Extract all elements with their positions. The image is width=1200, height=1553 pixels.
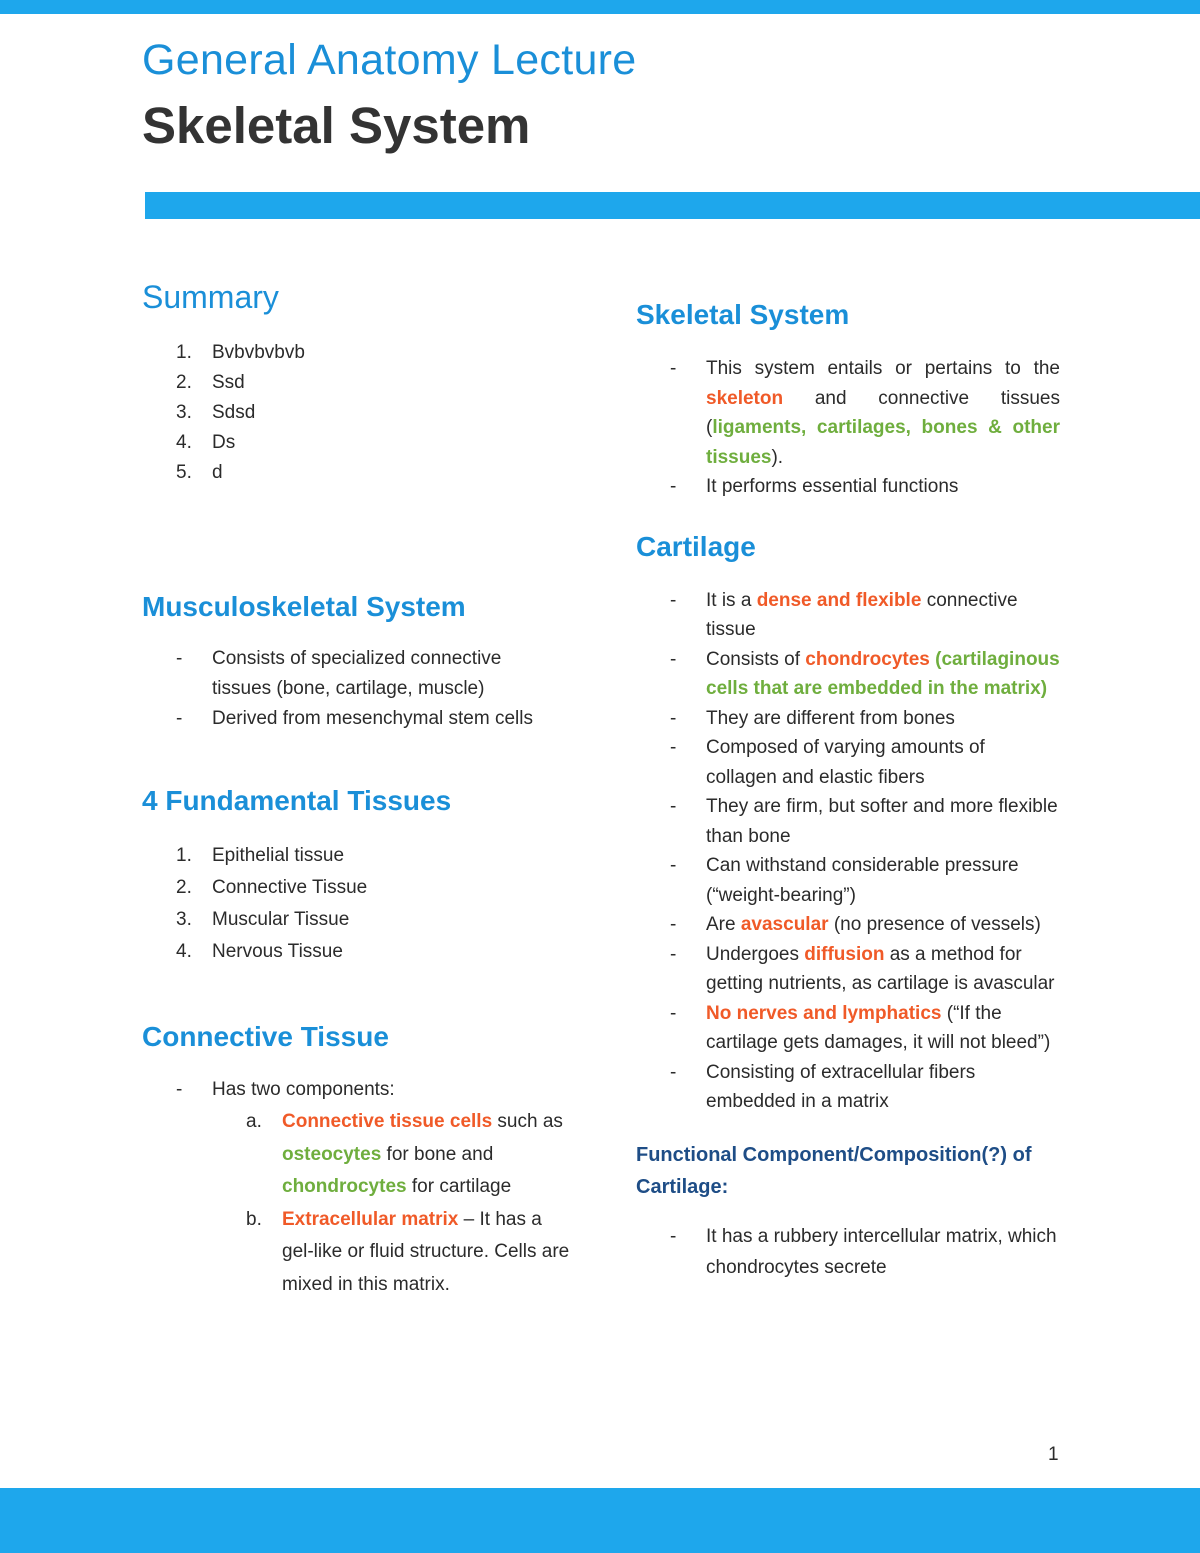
left-column: [142, 278, 572, 1301]
list-marker: -: [670, 943, 677, 965]
page-number: 1: [1048, 1444, 1059, 1465]
list-marker: -: [670, 796, 677, 817]
list-item: [142, 904, 572, 936]
list-marker: -: [176, 648, 183, 669]
highlight-term: No nerves and lymphatics: [706, 1002, 942, 1024]
body-text: It is a: [706, 589, 757, 611]
list-item-text: Consisting of extracellular fibers embedded in a matrix: [706, 1061, 976, 1112]
list-marker: -: [670, 358, 677, 379]
list-item: [636, 851, 1060, 910]
musculoskeletal-section: [142, 590, 572, 734]
cartilage-section: [636, 530, 1060, 1117]
list-item-text: They are firm, but softer and more flexible than bone: [706, 796, 1058, 847]
list-item: [636, 1058, 1060, 1117]
list-item: [636, 792, 1060, 851]
highlight-term: avascular: [740, 914, 829, 935]
list-marker: 3.: [176, 402, 192, 423]
list-item: [142, 840, 572, 872]
list-item: [636, 586, 1060, 645]
list-item-text: Has two components:: [212, 1079, 395, 1100]
list-marker: -: [670, 1061, 677, 1083]
list-item-text: It performs essential functions: [706, 476, 959, 497]
cartilage-heading: Cartilage: [636, 530, 756, 562]
list-marker: -: [670, 476, 677, 497]
musculoskeletal-heading: Musculoskeletal System: [142, 591, 466, 622]
body-text: connective tissue: [706, 589, 1018, 640]
summary-list: [142, 338, 572, 488]
list-item-text: Can withstand considerable pressure (“weight-bearing”): [706, 855, 1019, 906]
body-text: This system entails or pertains to the: [706, 358, 1060, 379]
list-marker: -: [670, 648, 677, 670]
body-text: such as: [492, 1111, 563, 1132]
functional-component-heading: Functional Component/Composition(?) of Cartilage:: [636, 1143, 1032, 1198]
list-item: [636, 910, 1060, 940]
list-marker: 1.: [176, 845, 192, 866]
skeletal-system-heading: Skeletal System: [636, 299, 850, 330]
highlight-term: Extracellular matrix: [282, 1208, 459, 1230]
list-marker: -: [670, 1002, 677, 1024]
list-marker: -: [670, 737, 677, 758]
list-marker: 3.: [176, 909, 192, 930]
list-item: [142, 398, 572, 428]
title-divider: [145, 192, 1200, 219]
highlight-term: skeleton: [706, 387, 784, 409]
highlight-term: ligaments, cartilages, bones & other tissues: [706, 417, 1060, 468]
list-item-text: Muscular Tissue: [212, 909, 350, 930]
list-item-text: Derived from mesenchymal stem cells: [212, 708, 533, 729]
body-text: for bone and: [381, 1143, 494, 1165]
skeletal-system-list: [636, 354, 1060, 502]
list-item: [636, 472, 1060, 502]
list-item-text: Sdsd: [212, 402, 256, 423]
highlight-term: chondrocytes: [805, 648, 930, 670]
functional-component-list: [636, 1221, 1060, 1283]
body-text: ).: [771, 446, 784, 468]
list-marker: -: [670, 914, 677, 935]
list-item: [142, 704, 542, 734]
list-item-text: Connective Tissue: [212, 877, 368, 898]
list-marker: 4.: [176, 432, 192, 453]
body-text: and connective tissues (: [706, 387, 1060, 438]
list-item-text: It has a rubbery intercellular matrix, which chondrocytes secrete: [706, 1225, 1057, 1278]
list-item-text: Composed of varying amounts of collagen and elastic fibers: [706, 737, 985, 788]
list-marker: -: [176, 1079, 183, 1100]
list-marker: 1.: [176, 342, 192, 363]
list-item-text: Nervous Tissue: [212, 941, 343, 962]
summary-section: [142, 278, 572, 488]
document-title: Skeletal System: [142, 97, 531, 154]
fundamental-tissues-heading: 4 Fundamental Tissues: [142, 785, 452, 816]
list-marker: a.: [246, 1111, 262, 1132]
list-marker: -: [670, 855, 677, 876]
list-item: [636, 704, 1060, 734]
lecture-kicker: General Anatomy Lecture: [142, 36, 637, 84]
summary-heading: Summary: [142, 279, 279, 315]
list-marker: -: [176, 708, 183, 729]
list-item-text: Bvbvbvbvb: [212, 342, 305, 363]
connective-tissue-list: [142, 1074, 572, 1301]
list-marker: 2.: [176, 372, 192, 393]
list-marker: 2.: [176, 877, 192, 898]
skeletal-system-section: [636, 298, 1060, 502]
functional-component-section: [636, 1139, 1060, 1283]
body-text: Are: [706, 914, 741, 935]
list-item: [142, 458, 572, 488]
list-marker: -: [670, 1225, 677, 1247]
body-text: Undergoes: [706, 943, 805, 965]
list-item: [636, 733, 1060, 792]
body-text: (“If the cartilage gets damages, it will not bleed”): [706, 1002, 1051, 1053]
highlight-term: Connective tissue cells: [282, 1111, 493, 1132]
list-item: [142, 936, 572, 968]
connective-tissue-section: [142, 1020, 572, 1301]
body-text: – It has a gel-like or fluid structure. Cells are mixed in this matrix.: [282, 1208, 570, 1295]
list-item: [142, 368, 572, 398]
highlight-term: (cartilaginous cells that are embedded in the matrix): [706, 648, 1060, 699]
bottom-accent-bar: [0, 1488, 1200, 1553]
list-item: [142, 1074, 572, 1106]
highlight-term: diffusion: [804, 943, 885, 965]
list-item-text: d: [212, 462, 223, 483]
list-item-text: Epithelial tissue: [212, 845, 345, 866]
list-marker: -: [670, 589, 677, 611]
right-column: [636, 298, 1060, 1283]
highlight-term: chondrocytes: [282, 1176, 407, 1197]
list-item: [142, 1106, 572, 1204]
list-item: [636, 999, 1060, 1058]
list-item-text: Ssd: [212, 372, 245, 393]
list-item: [142, 428, 572, 458]
list-item: [636, 1221, 1060, 1283]
fundamental-tissues-section: [142, 784, 572, 968]
cartilage-list: [636, 586, 1060, 1117]
body-text: Consists of: [706, 648, 806, 670]
top-accent-bar: [0, 0, 1200, 14]
list-item: [636, 940, 1060, 999]
list-item: [142, 338, 572, 368]
list-marker: 4.: [176, 941, 192, 962]
body-text: for cartilage: [406, 1176, 512, 1197]
list-item: [142, 872, 572, 904]
list-item: [142, 1204, 572, 1302]
highlight-term: dense and flexible: [756, 589, 922, 611]
body-text: as a method for getting nutrients, as cartilage is avascular: [706, 943, 1055, 994]
body-text: (no presence of vessels): [828, 914, 1041, 935]
list-item: [636, 354, 1060, 472]
list-marker: 5.: [176, 462, 192, 483]
musculoskeletal-list: [142, 644, 542, 734]
list-item-text: They are different from bones: [706, 707, 955, 729]
list-item: [142, 644, 542, 704]
highlight-term: osteocytes: [282, 1143, 382, 1165]
list-item-text: Ds: [212, 432, 236, 453]
connective-tissue-heading: Connective Tissue: [142, 1021, 389, 1052]
fundamental-tissues-list: [142, 840, 572, 968]
list-item-text: Consists of specialized connective tissues (bone, cartilage, muscle): [212, 648, 502, 699]
list-marker: b.: [246, 1208, 262, 1230]
list-marker: -: [670, 707, 677, 729]
list-item: [636, 645, 1060, 704]
